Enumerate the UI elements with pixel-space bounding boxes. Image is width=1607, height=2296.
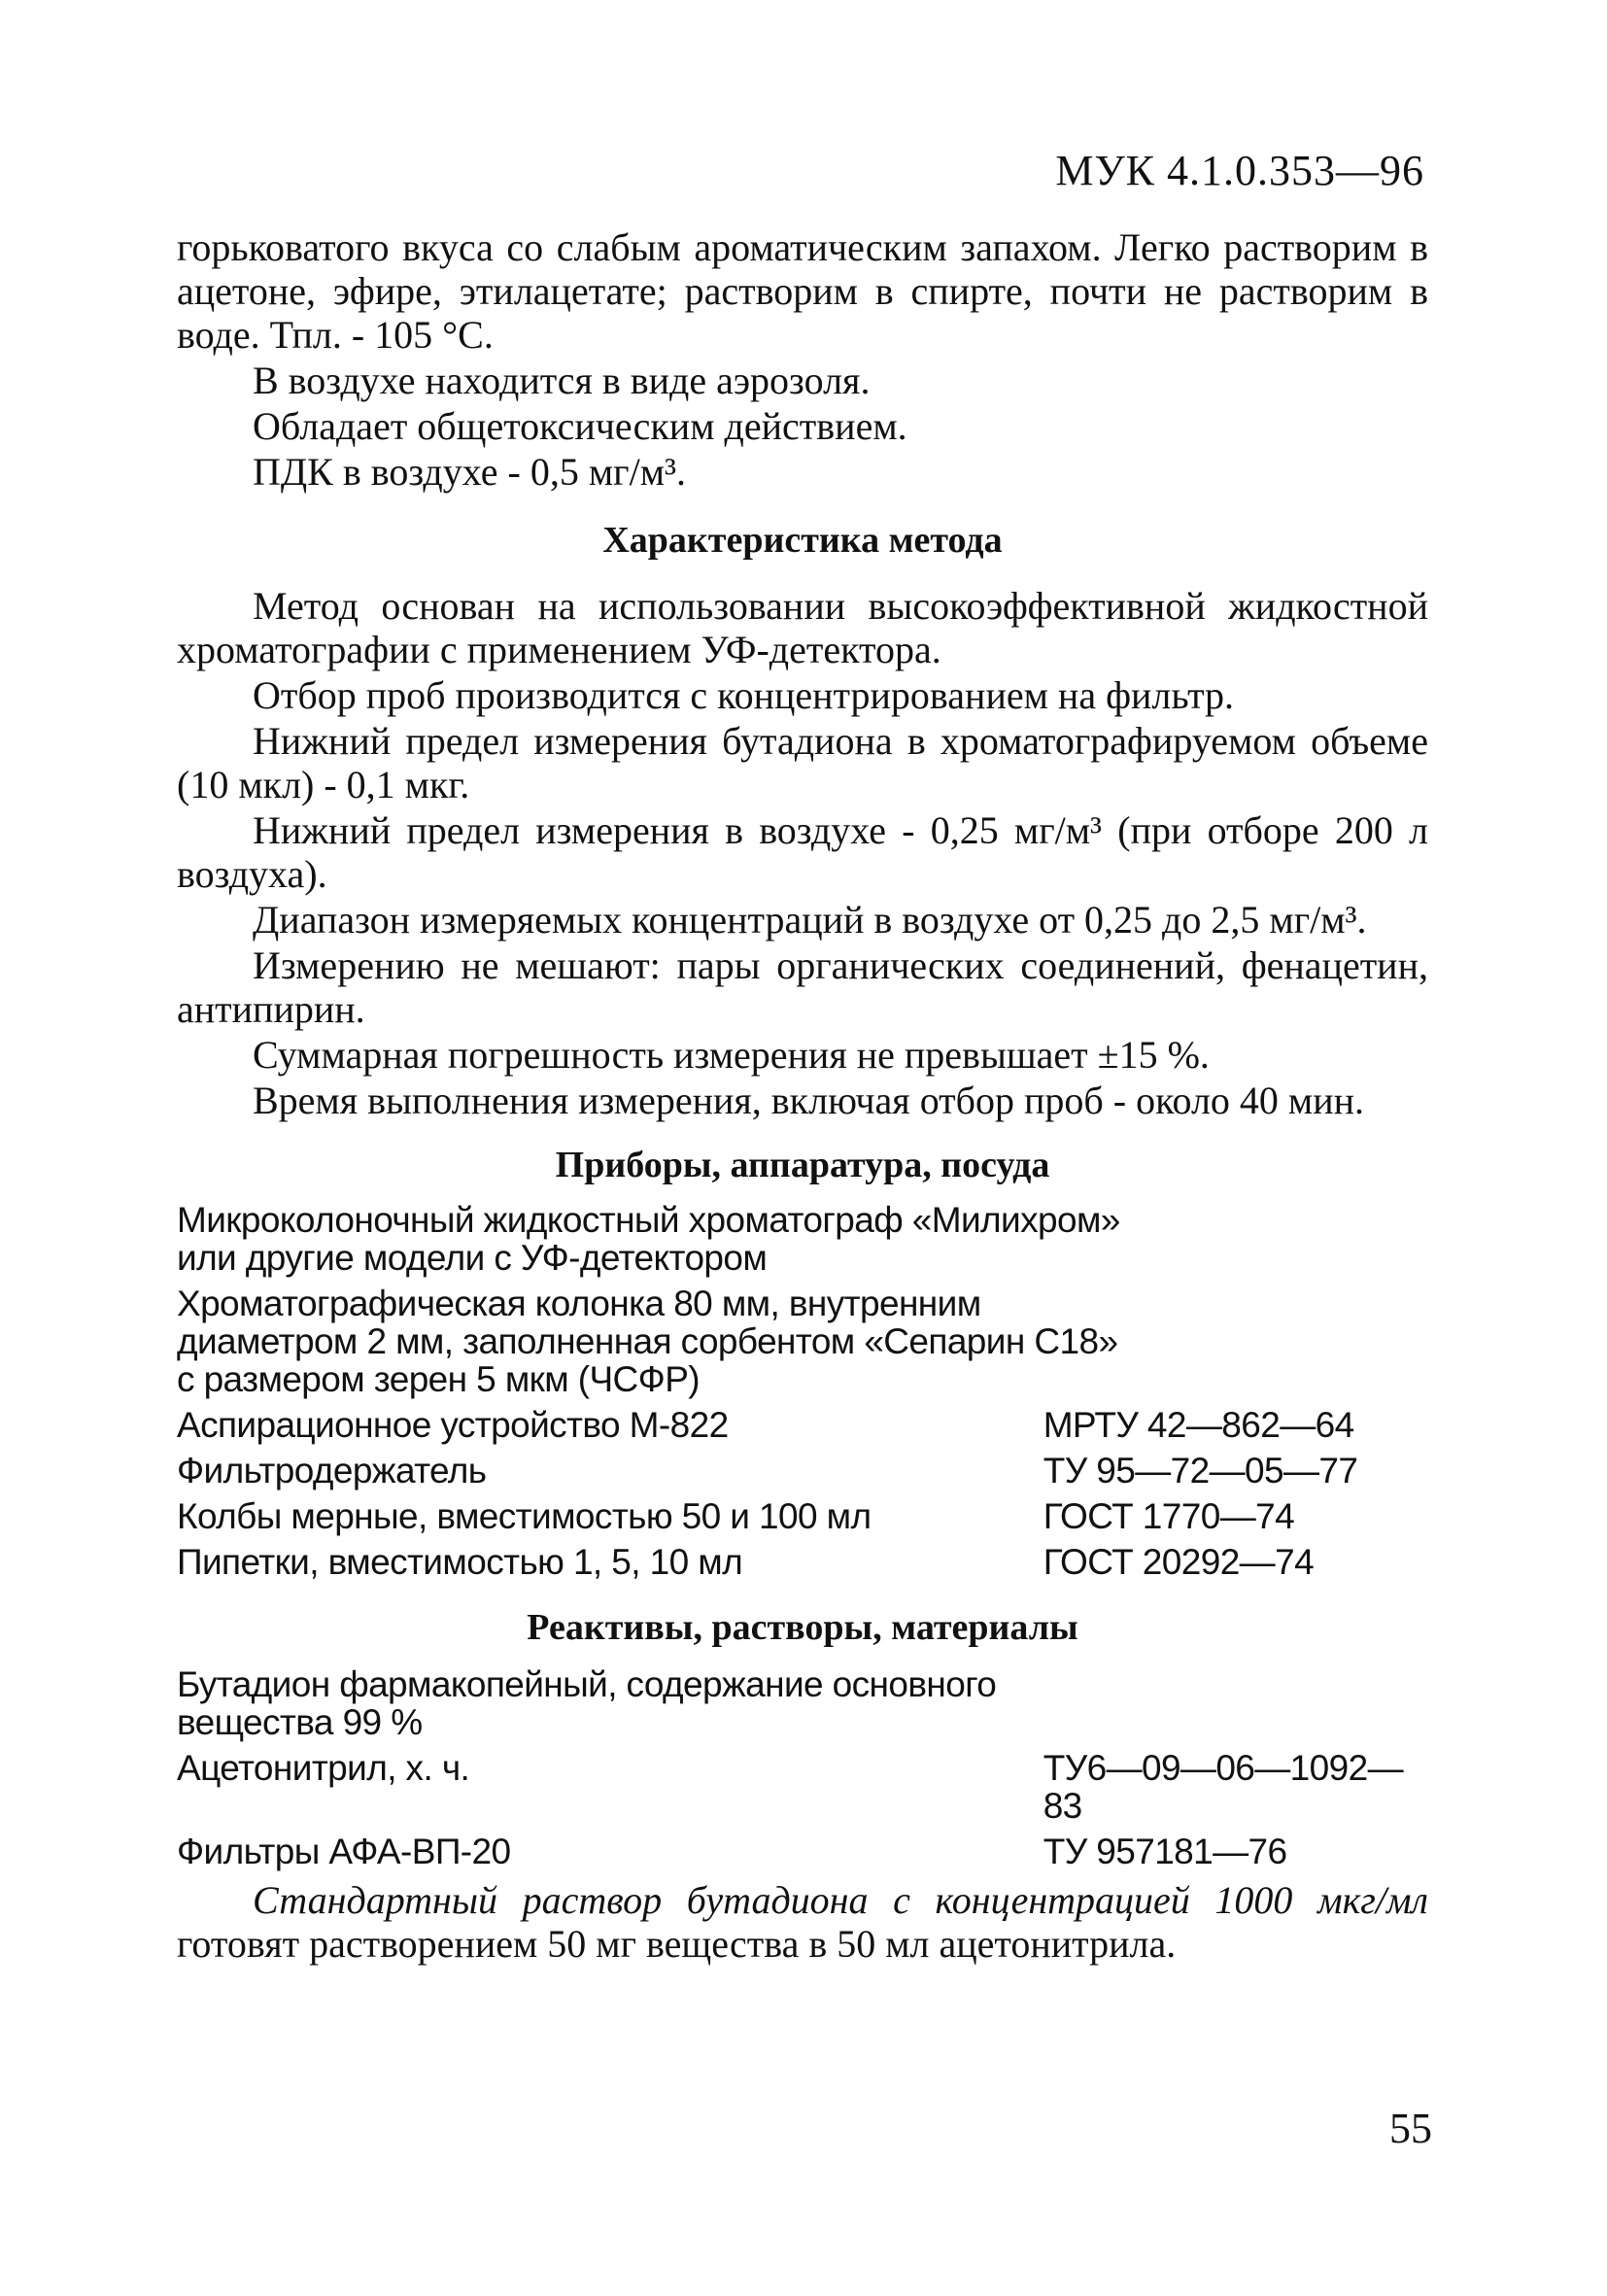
method-paragraph: Диапазон измеряемых концентраций в воздухе от 0,25 до 2,5 мг/м³. <box>253 898 1367 942</box>
standard-solution-text: готовят растворением 50 мг вещества в 50 мл ацетонитрила. <box>177 1922 1177 1966</box>
method-paragraph: Нижний предел измерения в воздухе - 0,25 мг/м³ (при отборе 200 л воздуха). <box>177 808 1428 896</box>
reagent-description-butadion: Бутадион фармакопейный, содержание основного вещества 99 % <box>177 1664 997 1742</box>
equipment-standard: МРТУ 42—862—64 <box>1043 1405 1354 1445</box>
document-code: МУК 4.1.0.353—96 <box>1055 147 1424 194</box>
equipment-row <box>177 1543 1428 1581</box>
equipment-description-chromatograph: Микроколоночный жидкостный хроматограф «Милихром» или другие модели с УФ-детектором <box>177 1200 1120 1278</box>
reagent-row <box>177 1833 1428 1870</box>
equipment-description-column: Хроматографическая колонка 80 мм, внутренним диаметром 2 мм, заполненная сорбентом «Сепарин C18» с размером зерен 5 мкм (ЧСФР) <box>177 1284 1118 1399</box>
reagents-list <box>177 1665 1428 1870</box>
equipment-name: Фильтродержатель <box>177 1451 487 1491</box>
equipment-row <box>177 1406 1428 1444</box>
intro-paragraph-2: В воздухе находится в виде аэрозоля. <box>253 359 871 402</box>
equipment-standard: ГОСТ 1770—74 <box>1043 1496 1295 1536</box>
equipment-standard: ГОСТ 20292—74 <box>1043 1542 1315 1582</box>
equipment-standard: ТУ 95—72—05—77 <box>1043 1451 1358 1491</box>
equipment-name: Пипетки, вместимостью 1, 5, 10 мл <box>177 1542 743 1582</box>
standard-solution-paragraph <box>177 1878 1428 1966</box>
equipment-row <box>177 1497 1428 1535</box>
equipment-name: Колбы мерные, вместимостью 50 и 100 мл <box>177 1496 872 1536</box>
method-paragraph: Измерению не мешают: пары органических соединений, фенацетин, антипирин. <box>177 943 1428 1031</box>
reagent-standard: ТУ6—09—06—1092—83 <box>1043 1748 1403 1826</box>
intro-paragraph-3: Обладает общетоксическим действием. <box>253 404 907 448</box>
intro-paragraph-1: горьковатого вкуса со слабым ароматическим запахом. Легко растворим в ацетоне, эфире, этилацетате; растворим в спирте, почти не растворим в воде. Тпл. - 105 °С. <box>177 225 1428 357</box>
reagent-standard: ТУ 957181—76 <box>1043 1832 1287 1871</box>
standard-solution-italic: Стандартный раствор бутадиона с концентрацией 1000 мкг/мл <box>253 1878 1428 1922</box>
method-paragraph: Отбор проб производится с концентрированием на фильтр. <box>253 673 1235 717</box>
page-content <box>177 225 1428 1968</box>
page-number: 55 <box>1389 2105 1432 2152</box>
method-paragraph: Суммарная погрешность измерения не превышает ±15 %. <box>253 1033 1210 1077</box>
section-heading-equipment: Приборы, аппаратура, посуда <box>555 1145 1050 1185</box>
equipment-name: Аспирационное устройство М-822 <box>177 1405 729 1445</box>
reagent-name: Фильтры АФА-ВП-20 <box>177 1832 511 1871</box>
method-paragraph: Нижний предел измерения бутадиона в хроматографируемом объеме (10 мкл) - 0,1 мкг. <box>177 719 1428 806</box>
intro-paragraph-4: ПДК в воздухе - 0,5 мг/м³. <box>253 450 686 494</box>
equipment-row <box>177 1452 1428 1490</box>
reagent-row <box>177 1749 1428 1825</box>
equipment-list <box>177 1201 1428 1581</box>
section-heading-reagents: Реактивы, растворы, материалы <box>527 1607 1078 1648</box>
reagent-name: Ацетонитрил, х. ч. <box>177 1748 470 1788</box>
method-paragraph: Метод основан на использовании высокоэффективной жидкостной хроматографии с применением УФ-детектора. <box>177 584 1428 671</box>
section-heading-method: Характеристика метода <box>602 520 1003 561</box>
method-paragraph: Время выполнения измерения, включая отбор проб - около 40 мин. <box>253 1079 1365 1122</box>
